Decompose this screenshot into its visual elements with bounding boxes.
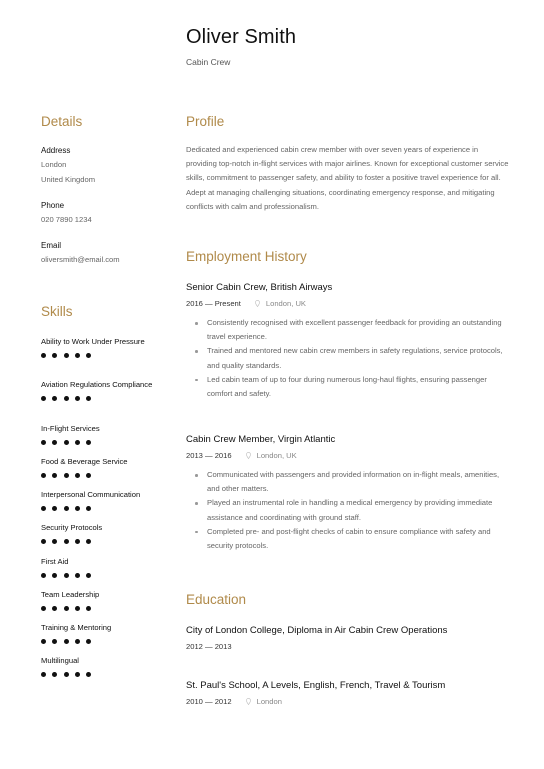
skill-dot [52, 396, 57, 401]
skill-name: First Aid [41, 557, 69, 566]
skill-dot [41, 573, 46, 578]
details-heading: Details [41, 114, 83, 129]
job-bullet: Trained and mentored new cabin crew members in safety regulations, service protocols, and quality standards. [186, 344, 510, 372]
skill-dot [41, 606, 46, 611]
profile-heading: Profile [186, 114, 225, 129]
skill-item [41, 380, 166, 401]
job-title-subtitle: Cabin Crew [186, 57, 231, 67]
job-bullets [186, 468, 510, 553]
skill-dot [41, 473, 46, 478]
education-meta [186, 697, 510, 706]
skill-rating [41, 353, 166, 358]
skill-dot [52, 639, 57, 644]
skill-dot [86, 573, 91, 578]
job-title: Cabin Crew Member, Virgin Atlantic [186, 434, 336, 445]
job-bullet: Played an instrumental role in handling a medical emergency by providing immediate assistance and coordinating with ground staff. [186, 496, 510, 524]
skill-dot [75, 639, 80, 644]
skill-dot [75, 506, 80, 511]
skill-dot [52, 539, 57, 544]
skill-name: Security Protocols [41, 523, 103, 532]
skill-dot [52, 672, 57, 677]
job-dates: 2016 — Present [186, 299, 241, 308]
skill-dot [41, 672, 46, 677]
job-location [246, 451, 297, 460]
job-location [255, 299, 306, 308]
skill-dot [41, 440, 46, 445]
skill-dot [41, 353, 46, 358]
phone-value: 020 7890 1234 [41, 215, 92, 224]
skill-rating [41, 506, 166, 511]
education-title: St. Paul's School, A Levels, English, French, Travel & Tourism [186, 680, 446, 691]
location-pin-icon [255, 300, 260, 307]
skill-dot [52, 440, 57, 445]
job-dates: 2013 — 2016 [186, 451, 232, 460]
skill-dot [86, 440, 91, 445]
skill-item [41, 656, 166, 677]
skill-dot [41, 506, 46, 511]
skill-dot [75, 440, 80, 445]
skill-dot [64, 473, 69, 478]
skill-item [41, 623, 166, 644]
skill-dot [86, 539, 91, 544]
skill-dot [64, 672, 69, 677]
phone-block [41, 201, 166, 228]
job-entry [186, 282, 510, 401]
email-value[interactable]: oliversmith@email.com [41, 255, 120, 264]
skill-dot [64, 440, 69, 445]
address-block [41, 146, 166, 187]
skill-name: Interpersonal Communication [41, 490, 141, 499]
address-line1: London [41, 160, 67, 169]
skill-dot [64, 539, 69, 544]
profile-text: Dedicated and experienced cabin crew member with over seven years of experience in providing top-notch in-flight services with major airlines. Known for exceptional customer service skills, commitment to passenger safety, and ability to foster a positive travel experience for all. Adept at managing challenging situations, coordinating emergency response, and mitigating conflicts with calm and professionalism. [186, 145, 509, 211]
skill-rating [41, 396, 166, 401]
employment-heading: Employment History [186, 249, 307, 264]
skill-dot [86, 353, 91, 358]
skill-dot [52, 606, 57, 611]
education-dates: 2010 — 2012 [186, 697, 232, 706]
skill-dot [75, 353, 80, 358]
skill-rating [41, 672, 166, 677]
skill-dot [75, 672, 80, 677]
skill-name: Food & Beverage Service [41, 457, 128, 466]
skill-rating [41, 539, 166, 544]
skill-dot [52, 506, 57, 511]
resume-name: Oliver Smith [186, 26, 297, 48]
skill-name: Ability to Work Under Pressure [41, 337, 145, 346]
skill-name: In-Flight Services [41, 424, 100, 433]
education-heading: Education [186, 592, 247, 607]
skill-name: Multilingual [41, 656, 79, 665]
skill-item [41, 523, 166, 544]
skills-heading: Skills [41, 304, 73, 319]
skill-item [41, 590, 166, 611]
skill-dot [75, 573, 80, 578]
skill-item [41, 337, 166, 358]
skill-dot [86, 606, 91, 611]
job-title: Senior Cabin Crew, British Airways [186, 282, 333, 293]
job-meta [186, 451, 510, 460]
skill-dot [75, 606, 80, 611]
skill-rating [41, 473, 166, 478]
address-label: Address [41, 146, 71, 155]
skill-dot [86, 396, 91, 401]
skill-rating [41, 639, 166, 644]
skill-dot [52, 353, 57, 358]
job-location-text: London, UK [265, 299, 306, 308]
phone-label: Phone [41, 201, 65, 210]
skill-dot [41, 396, 46, 401]
address-line2: United Kingdom [41, 174, 96, 184]
job-bullet: Consistently recognised with excellent passenger feedback for providing an outstanding travel experience. [186, 316, 510, 344]
skill-dot [64, 606, 69, 611]
email-label: Email [41, 241, 62, 250]
skill-item [41, 424, 166, 445]
skill-dot [75, 539, 80, 544]
skill-rating [41, 606, 166, 611]
job-meta [186, 299, 510, 308]
skill-name: Team Leadership [41, 590, 100, 599]
skill-dot [52, 473, 57, 478]
skill-dot [86, 639, 91, 644]
skill-dot [75, 396, 80, 401]
skill-name: Aviation Regulations Compliance [41, 380, 153, 389]
skill-dot [41, 639, 46, 644]
education-location-text: London [256, 697, 282, 706]
skill-item [41, 457, 166, 478]
job-entry [186, 434, 510, 553]
job-bullets [186, 316, 510, 401]
job-bullet: Communicated with passengers and provided information on in-flight meals, amenities, and other matters. [186, 468, 510, 496]
skill-dot [41, 539, 46, 544]
skill-name: Training & Mentoring [41, 623, 112, 632]
location-pin-icon [246, 452, 251, 459]
education-entry [186, 625, 510, 651]
job-bullet: Led cabin team of up to four during numerous long-haul flights, ensuring passenger comfort and safety. [186, 373, 510, 401]
education-title: City of London College, Diploma in Air Cabin Crew Operations [186, 625, 448, 636]
job-bullet: Completed pre- and post-flight checks of cabin to ensure compliance with safety and security protocols. [186, 525, 510, 553]
skill-dot [64, 506, 69, 511]
skill-dot [86, 506, 91, 511]
skill-rating [41, 573, 166, 578]
job-location-text: London, UK [256, 451, 297, 460]
location-pin-icon [246, 698, 251, 705]
skill-dot [64, 573, 69, 578]
skill-dot [64, 353, 69, 358]
skill-rating [41, 440, 166, 445]
email-block [41, 241, 166, 268]
skill-dot [64, 396, 69, 401]
skill-dot [64, 639, 69, 644]
education-meta [186, 642, 510, 651]
skill-item [41, 490, 166, 511]
skill-dot [86, 672, 91, 677]
education-dates: 2012 — 2013 [186, 642, 232, 651]
skill-dot [75, 473, 80, 478]
skill-item [41, 557, 166, 578]
skill-dot [52, 573, 57, 578]
skill-dot [86, 473, 91, 478]
education-entry [186, 680, 510, 706]
education-location [246, 697, 282, 706]
